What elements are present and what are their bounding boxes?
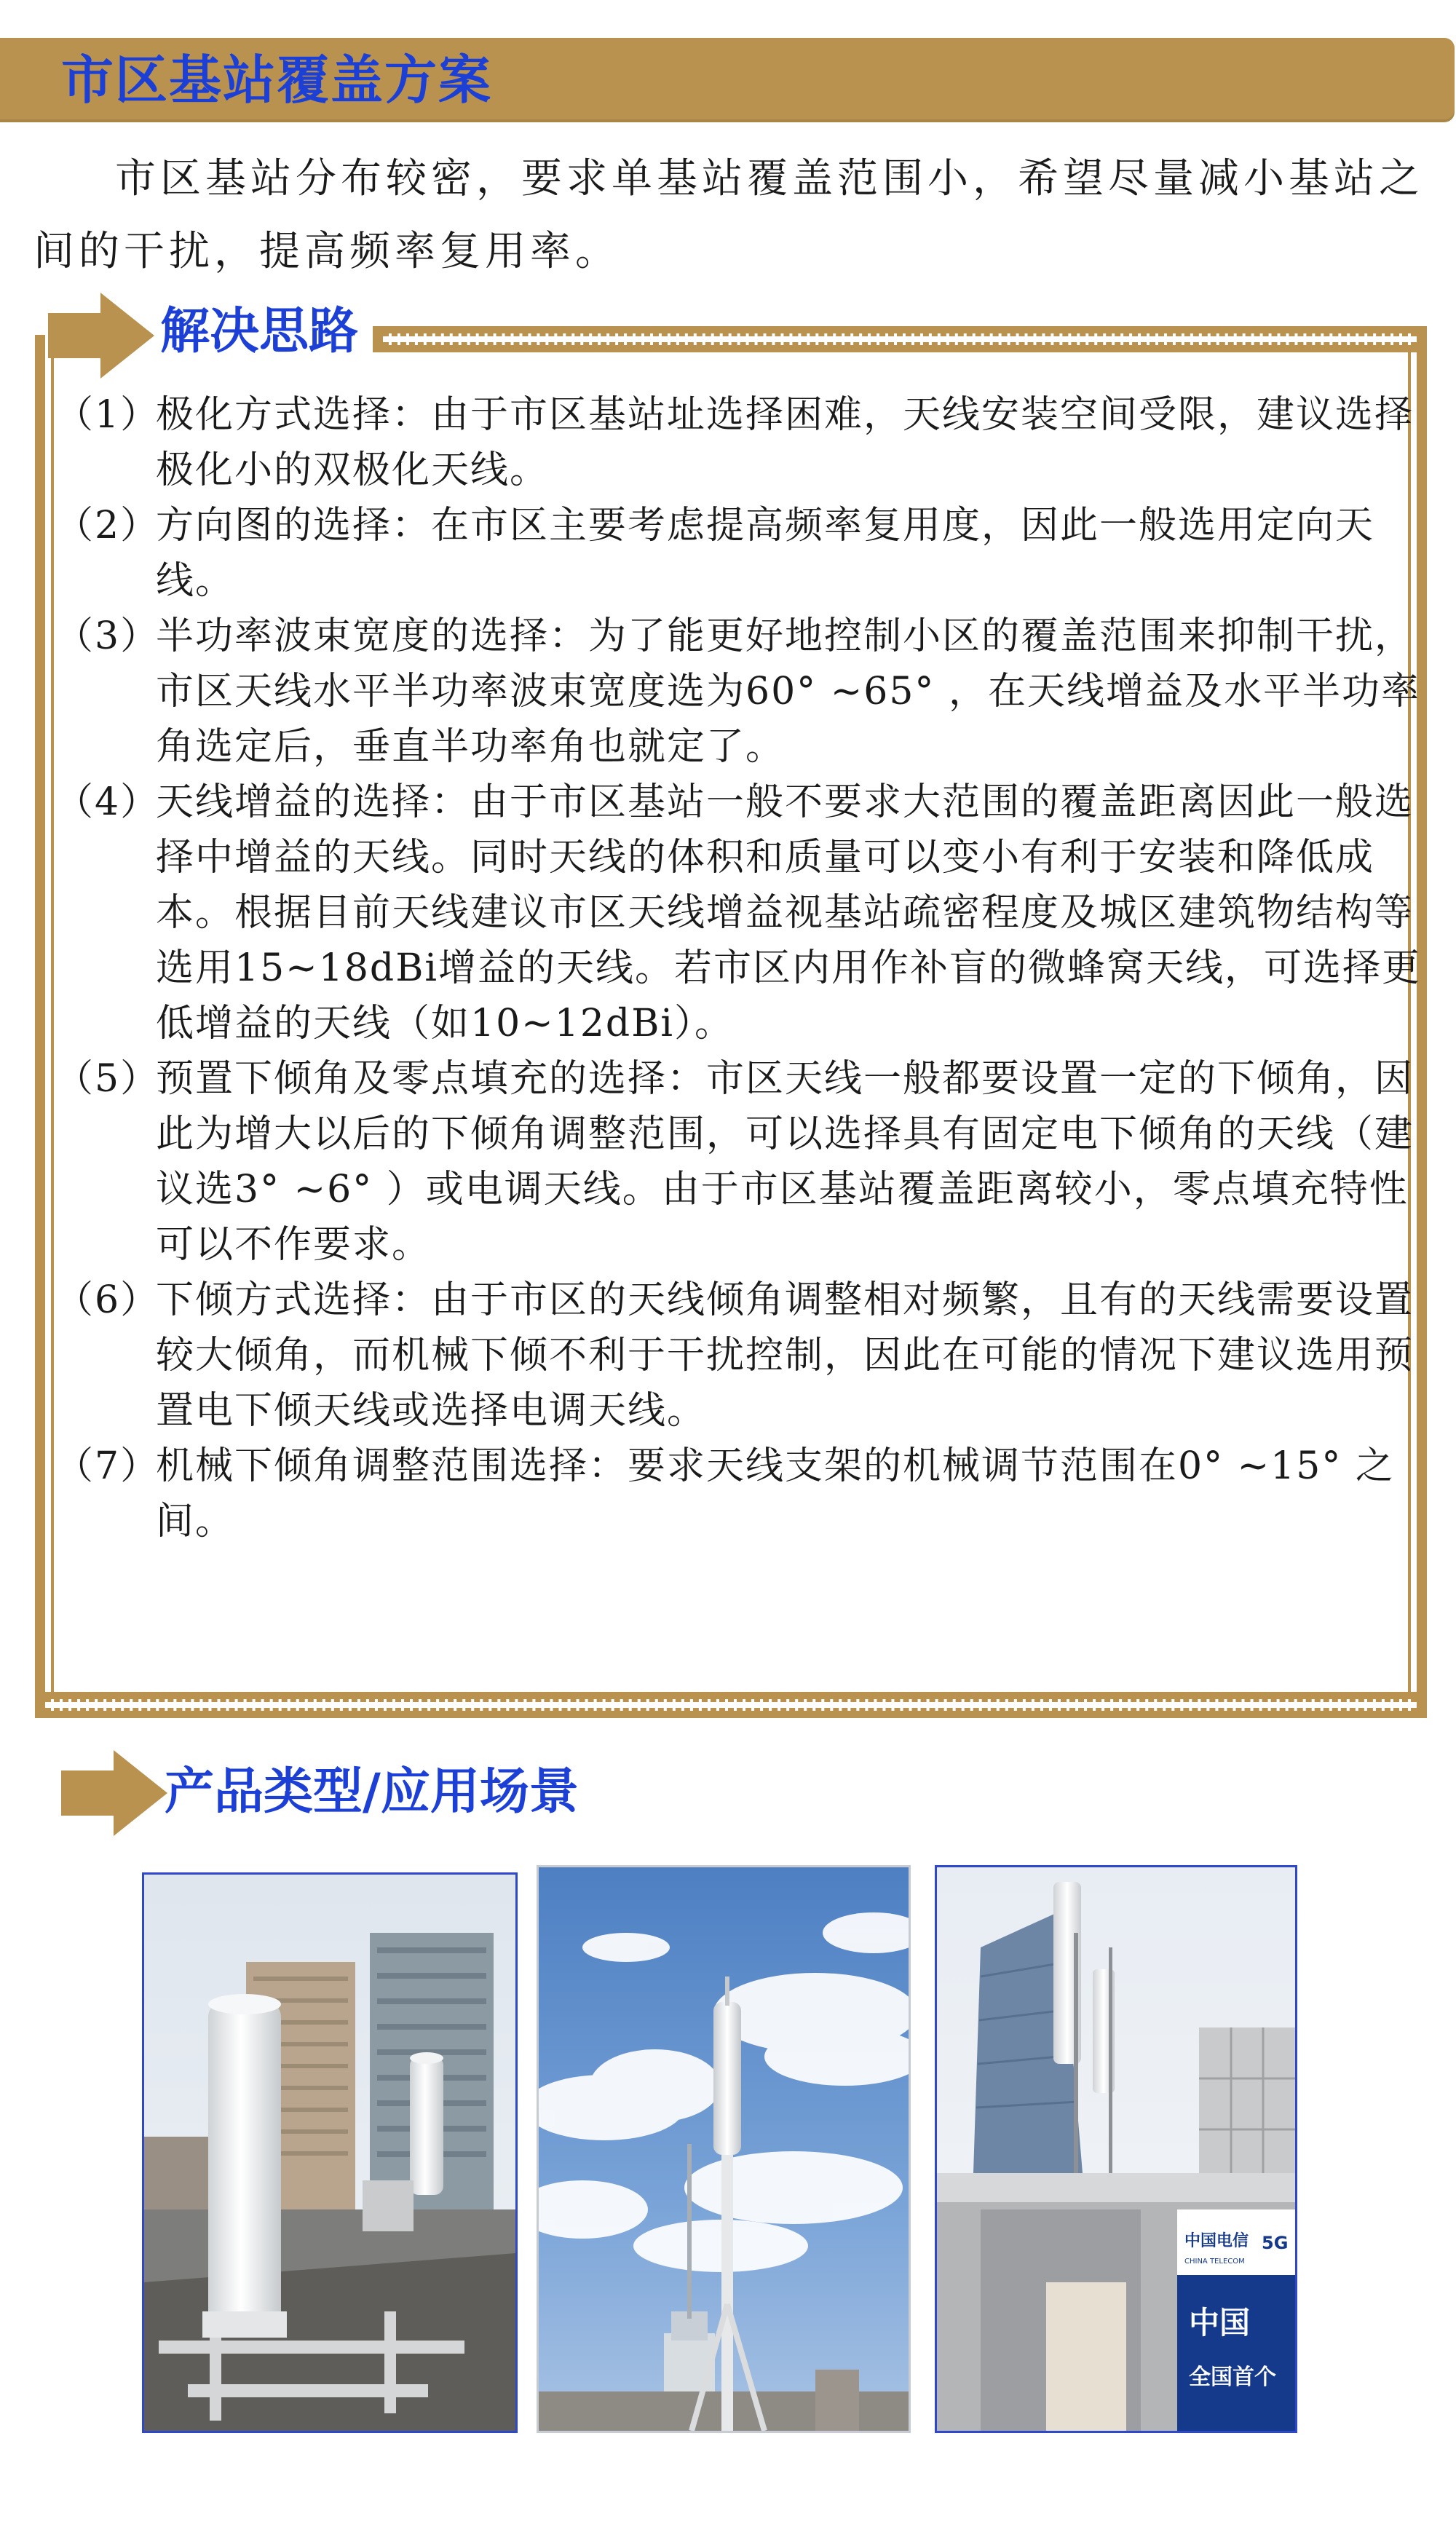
frame-bottom-inner bbox=[45, 1699, 1417, 1711]
frame-top-inner bbox=[383, 333, 1417, 345]
list-item bbox=[55, 387, 1424, 498]
list-item bbox=[55, 775, 1424, 1051]
frame-left-border bbox=[35, 335, 45, 1718]
sign-line2-text: 全国首个 bbox=[1189, 2365, 1276, 2390]
product-photo-building bbox=[935, 1865, 1297, 2433]
list-item-text: 机械下倾角调整范围选择：要求天线支架的机械调节范围在0° ~15° 之间。 bbox=[156, 1444, 1395, 1543]
list-item-text: 下倾方式选择：由于市区的天线倾角调整相对频繁，且有的天线需要设置较大倾角，而机械下倾不利于干扰控制，因此在可能的情况下建议选用预置电下倾天线或选择电调天线。 bbox=[156, 1278, 1415, 1433]
list-item-text: 预置下倾角及零点填充的选择：市区天线一般都要设置一定的下倾角，因此为增大以后的下倾角调整范围，可以选择具有固定电下倾角的天线（建议选3° ~6° ）或电调天线。由于市区基站覆盖距离较小，零点填充特性可以不作要求。 bbox=[156, 1057, 1415, 1267]
list-item bbox=[55, 1051, 1424, 1273]
list-item-number: （2） bbox=[55, 504, 160, 547]
frame-left-inner-line bbox=[51, 342, 54, 1711]
solution-list bbox=[55, 387, 1424, 1549]
list-item bbox=[55, 609, 1424, 775]
list-item-number: （1） bbox=[55, 393, 160, 437]
list-item bbox=[55, 1273, 1424, 1439]
sign-brand-text: 中国电信 bbox=[1184, 2232, 1249, 2250]
list-item-text: 极化方式选择：由于市区基站址选择困难，天线安装空间受限，建议选择极化小的双极化天线。 bbox=[156, 393, 1415, 492]
page-title: 市区基站覆盖方案 bbox=[61, 50, 493, 111]
sign-5g-text: 5G bbox=[1262, 2233, 1289, 2253]
list-item-text: 天线增益的选择：由于市区基站一般不要求大范围的覆盖距离因此一般选择中增益的天线。同时天线的体积和质量可以变小有利于安装和降低成本。根据目前天线建议市区天线增益视基站疏密程度及城区建筑物结构等选用15~18dBi增益的天线。若市区内用作补盲的微蜂窝天线，可选择更低增益的天线（如10~12dBi）。 bbox=[156, 780, 1422, 1045]
list-item bbox=[55, 498, 1424, 609]
intro-paragraph: 市区基站分布较密，要求单基站覆盖范围小，希望尽量减小基站之间的干扰，提高频率复用率。 bbox=[33, 155, 1424, 275]
list-item-text: 半功率波束宽度的选择：为了能更好地控制小区的覆盖范围来抑制干扰，市区天线水平半功率波束宽度选为60° ~65° ，在天线增益及水平半功率角选定后，垂直半功率角也就定了。 bbox=[156, 614, 1420, 769]
list-item-number: （6） bbox=[55, 1278, 160, 1322]
solution-arrow-icon bbox=[48, 293, 154, 379]
solution-title: 解决思路 bbox=[160, 303, 359, 360]
sign-brand-en-text: CHINA TELECOM bbox=[1184, 2258, 1245, 2266]
product-photo-rooftop bbox=[142, 1872, 518, 2433]
products-arrow-icon bbox=[61, 1750, 167, 1836]
list-item-number: （4） bbox=[55, 780, 160, 824]
list-item bbox=[55, 1439, 1424, 1549]
list-item-number: （5） bbox=[55, 1057, 160, 1101]
list-item-text: 方向图的选择：在市区主要考虑提高频率复用度，因此一般选用定向天线。 bbox=[156, 504, 1375, 603]
product-photo-pole bbox=[537, 1865, 911, 2433]
list-item-number: （3） bbox=[55, 614, 160, 658]
products-title: 产品类型/应用场景 bbox=[165, 1763, 579, 1821]
list-item-number: （7） bbox=[55, 1444, 160, 1488]
sign-line1-text: 中国 bbox=[1189, 2305, 1251, 2341]
